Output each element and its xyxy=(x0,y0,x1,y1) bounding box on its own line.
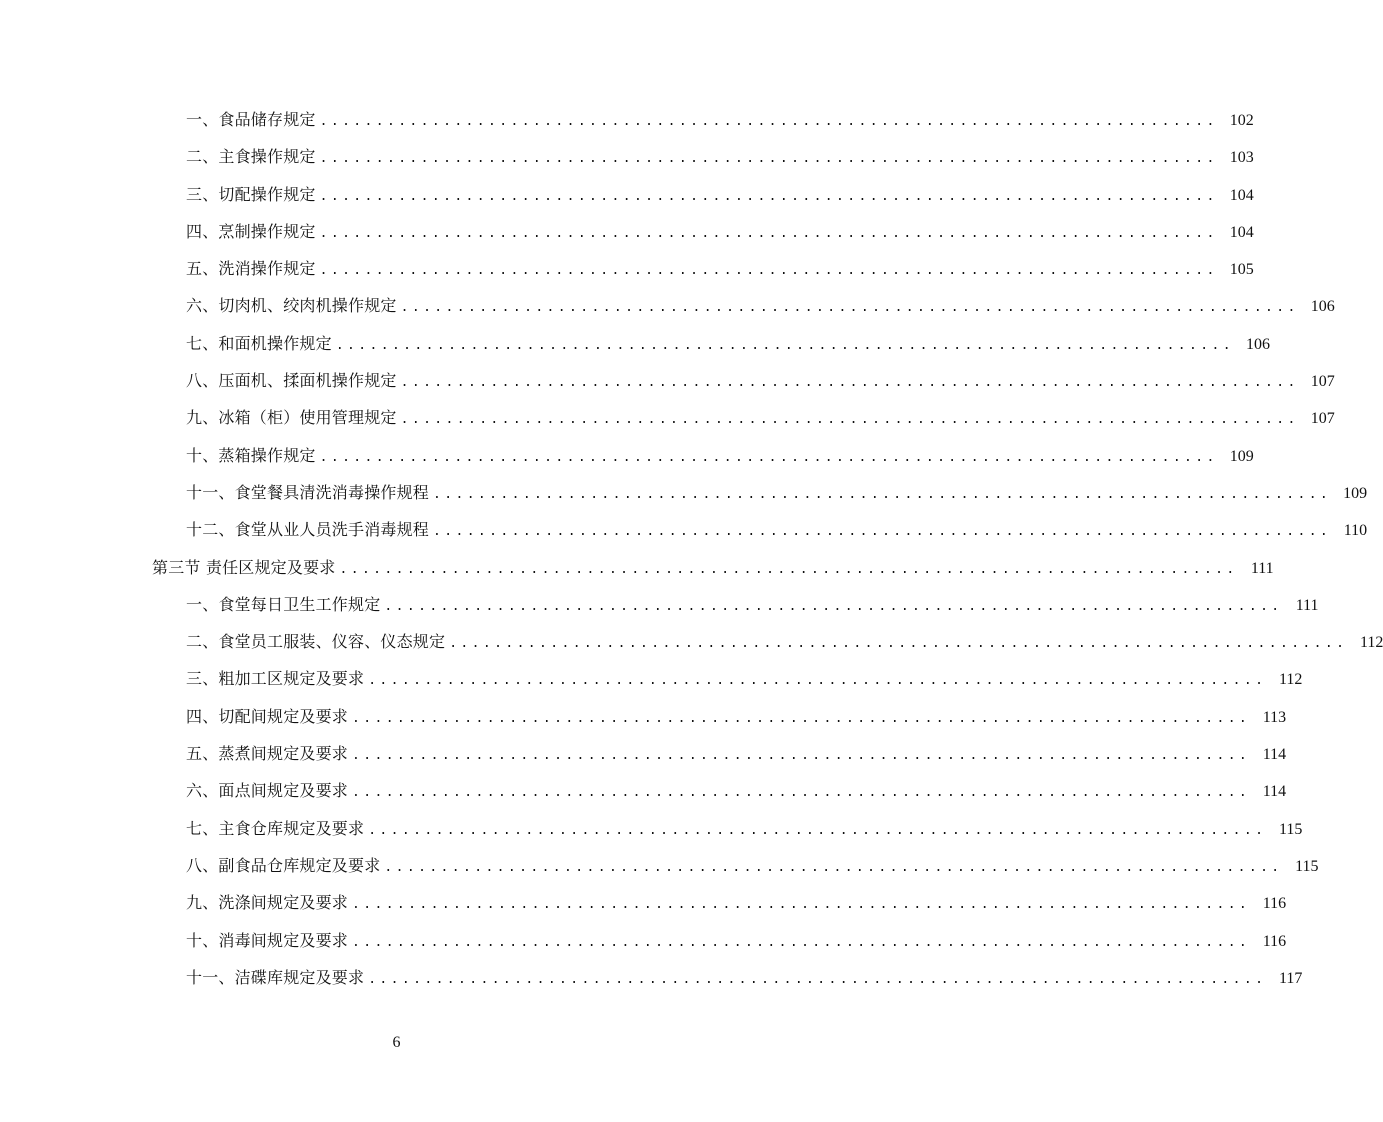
toc-entry-line xyxy=(186,221,1254,244)
toc-dot-leader: ................................................................................ xyxy=(352,710,1251,726)
toc-entry-title: 一、食品储存规定 xyxy=(186,110,316,129)
toc-dot-leader: ................................................................................ xyxy=(319,225,1218,241)
toc-entry-title: 四、烹制操作规定 xyxy=(186,221,316,241)
toc-dot-leader: ................................................................................ xyxy=(449,636,1348,652)
toc-entry-title: 十、消毒间规定及要求 xyxy=(186,930,349,950)
toc-entry[interactable] xyxy=(0,736,1287,773)
toc-entry-line xyxy=(186,482,1368,505)
toc-entry[interactable] xyxy=(0,960,1303,997)
toc-entry-title: 十二、食堂从业人员洗手消毒规程 xyxy=(186,520,430,540)
toc-entry-line xyxy=(186,520,1368,542)
toc-dot-leader: ................................................................................ xyxy=(352,897,1251,913)
toc-dot-leader: ................................................................................ xyxy=(352,785,1251,801)
toc-dot-leader: ................................................................................ xyxy=(368,822,1267,838)
toc-entry-page: 104 xyxy=(1229,186,1254,204)
toc-entry-page: 102 xyxy=(1229,112,1254,129)
toc-entry-line xyxy=(186,259,1254,281)
toc-entry[interactable] xyxy=(0,177,1254,214)
toc-entry[interactable] xyxy=(0,214,1254,251)
toc-entry[interactable] xyxy=(0,251,1254,288)
toc-entry-page: 112 xyxy=(1278,671,1303,689)
toc-entry-line xyxy=(186,818,1303,841)
toc-entry-title: 二、食堂员工服装、仪容、仪态规定 xyxy=(186,632,446,652)
toc-entry-page: 109 xyxy=(1343,484,1368,502)
table-of-contents xyxy=(0,102,1383,997)
toc-entry-title: 五、蒸煮间规定及要求 xyxy=(186,744,349,764)
toc-entry-title: 八、副食品仓库规定及要求 xyxy=(186,855,381,875)
toc-entry-page: 104 xyxy=(1229,223,1254,241)
toc-entry[interactable] xyxy=(0,288,1335,325)
toc-entry-title: 三、粗加工区规定及要求 xyxy=(186,669,365,689)
toc-entry-line xyxy=(186,445,1254,468)
toc-entry-title: 四、切配间规定及要求 xyxy=(186,706,349,726)
toc-entry-line xyxy=(186,408,1335,430)
toc-entry-title: 五、洗消操作规定 xyxy=(186,259,316,279)
toc-entry-page: 107 xyxy=(1310,373,1335,391)
toc-entry-page: 116 xyxy=(1262,895,1287,913)
toc-dot-leader: ................................................................................ xyxy=(384,859,1283,875)
toc-entry-page: 106 xyxy=(1245,335,1270,353)
toc-dot-leader: ................................................................................ xyxy=(368,971,1267,987)
toc-dot-leader: ................................................................................ xyxy=(319,114,1218,129)
toc-entry-page: 105 xyxy=(1229,261,1254,279)
toc-entry[interactable] xyxy=(0,438,1254,475)
toc-entry-title: 七、和面机操作规定 xyxy=(186,333,332,353)
toc-entry-line xyxy=(186,930,1287,953)
toc-entry-title: 十、蒸箱操作规定 xyxy=(186,445,316,465)
toc-entry[interactable] xyxy=(0,848,1319,885)
toc-entry-line xyxy=(186,744,1287,766)
toc-entry[interactable] xyxy=(0,624,1383,661)
toc-entry-title: 七、主食仓库规定及要求 xyxy=(186,818,365,838)
toc-dot-leader: ................................................................................ xyxy=(433,524,1332,540)
toc-entry[interactable] xyxy=(0,885,1287,922)
toc-entry-page: 115 xyxy=(1295,857,1319,875)
toc-entry-page: 113 xyxy=(1262,708,1287,726)
toc-entry-page: 116 xyxy=(1262,932,1287,950)
toc-entry-title: 三、切配操作规定 xyxy=(186,184,316,204)
toc-entry-page: 106 xyxy=(1310,298,1335,316)
toc-entry-line xyxy=(152,557,1274,580)
toc-dot-leader: ................................................................................ xyxy=(433,486,1332,502)
toc-entry[interactable] xyxy=(0,326,1270,363)
toc-entry-line xyxy=(186,333,1270,356)
toc-entry-line xyxy=(186,371,1335,393)
toc-dot-leader: ................................................................................ xyxy=(368,673,1267,689)
toc-entry-title: 八、压面机、揉面机操作规定 xyxy=(186,371,397,391)
toc-entry-page: 117 xyxy=(1278,969,1303,987)
toc-entry-page: 110 xyxy=(1343,522,1368,540)
toc-dot-leader: ................................................................................ xyxy=(319,449,1218,465)
toc-dot-leader: ................................................................................ xyxy=(352,748,1251,764)
toc-entry[interactable] xyxy=(0,400,1335,437)
toc-entry-line xyxy=(186,296,1335,318)
toc-entry-page: 111 xyxy=(1250,559,1274,577)
toc-dot-leader: ................................................................................ xyxy=(319,263,1218,279)
toc-entry-page: 114 xyxy=(1262,783,1287,801)
toc-entry[interactable] xyxy=(0,363,1335,400)
toc-entry[interactable] xyxy=(0,475,1368,512)
toc-entry-page: 114 xyxy=(1262,746,1287,764)
toc-entry-title: 六、切肉机、绞肉机操作规定 xyxy=(186,296,397,316)
toc-entry-line xyxy=(186,594,1319,617)
toc-entry-line xyxy=(186,147,1254,169)
toc-entry-line xyxy=(186,781,1287,803)
toc-dot-leader: ................................................................................ xyxy=(400,412,1299,428)
toc-entry-title: 十一、食堂餐具清洗消毒操作规程 xyxy=(186,482,430,502)
toc-dot-leader: ................................................................................ xyxy=(319,188,1218,204)
toc-dot-leader: ................................................................................ xyxy=(319,151,1218,167)
toc-entry-line xyxy=(186,110,1254,132)
toc-entry-line xyxy=(186,706,1287,729)
toc-dot-leader: ................................................................................ xyxy=(384,598,1283,614)
toc-entry-title: 九、冰箱（柜）使用管理规定 xyxy=(186,408,397,428)
toc-dot-leader: ................................................................................ xyxy=(335,337,1234,353)
toc-entry[interactable] xyxy=(0,699,1287,736)
toc-entry-line xyxy=(186,632,1383,654)
toc-entry[interactable] xyxy=(0,512,1368,549)
toc-entry-page: 111 xyxy=(1295,596,1319,614)
toc-section-entry[interactable] xyxy=(0,550,1274,587)
page-number: 6 xyxy=(392,1034,401,1051)
toc-entry-title: 十一、洁碟库规定及要求 xyxy=(186,967,365,987)
toc-entry-page: 109 xyxy=(1229,447,1254,465)
toc-entry-line xyxy=(186,893,1287,915)
toc-entry[interactable] xyxy=(0,923,1287,960)
toc-entry-line xyxy=(186,967,1303,990)
toc-dot-leader: ................................................................................ xyxy=(339,561,1238,577)
toc-entry-title: 二、主食操作规定 xyxy=(186,147,316,167)
toc-entry-page: 107 xyxy=(1310,410,1335,428)
toc-entry[interactable] xyxy=(0,139,1254,176)
toc-dot-leader: ................................................................................ xyxy=(400,300,1299,316)
toc-entry-page: 115 xyxy=(1278,820,1303,838)
toc-entry[interactable] xyxy=(0,661,1303,698)
toc-entry[interactable] xyxy=(0,773,1287,810)
toc-entry-title: 第三节 责任区规定及要求 xyxy=(152,557,336,577)
toc-entry-line xyxy=(186,669,1303,691)
toc-entry-page: 103 xyxy=(1229,149,1254,167)
toc-entry-line xyxy=(186,855,1319,878)
toc-dot-leader: ................................................................................ xyxy=(352,934,1251,950)
toc-dot-leader: ................................................................................ xyxy=(400,375,1299,391)
toc-entry-line xyxy=(186,184,1254,207)
toc-entry[interactable] xyxy=(0,587,1319,624)
toc-entry-title: 一、食堂每日卫生工作规定 xyxy=(186,594,381,614)
toc-entry-title: 六、面点间规定及要求 xyxy=(186,781,349,801)
toc-entry-title: 九、洗涤间规定及要求 xyxy=(186,893,349,913)
toc-entry-page: 112 xyxy=(1359,634,1383,652)
toc-entry[interactable] xyxy=(0,102,1254,139)
toc-entry[interactable] xyxy=(0,811,1303,848)
